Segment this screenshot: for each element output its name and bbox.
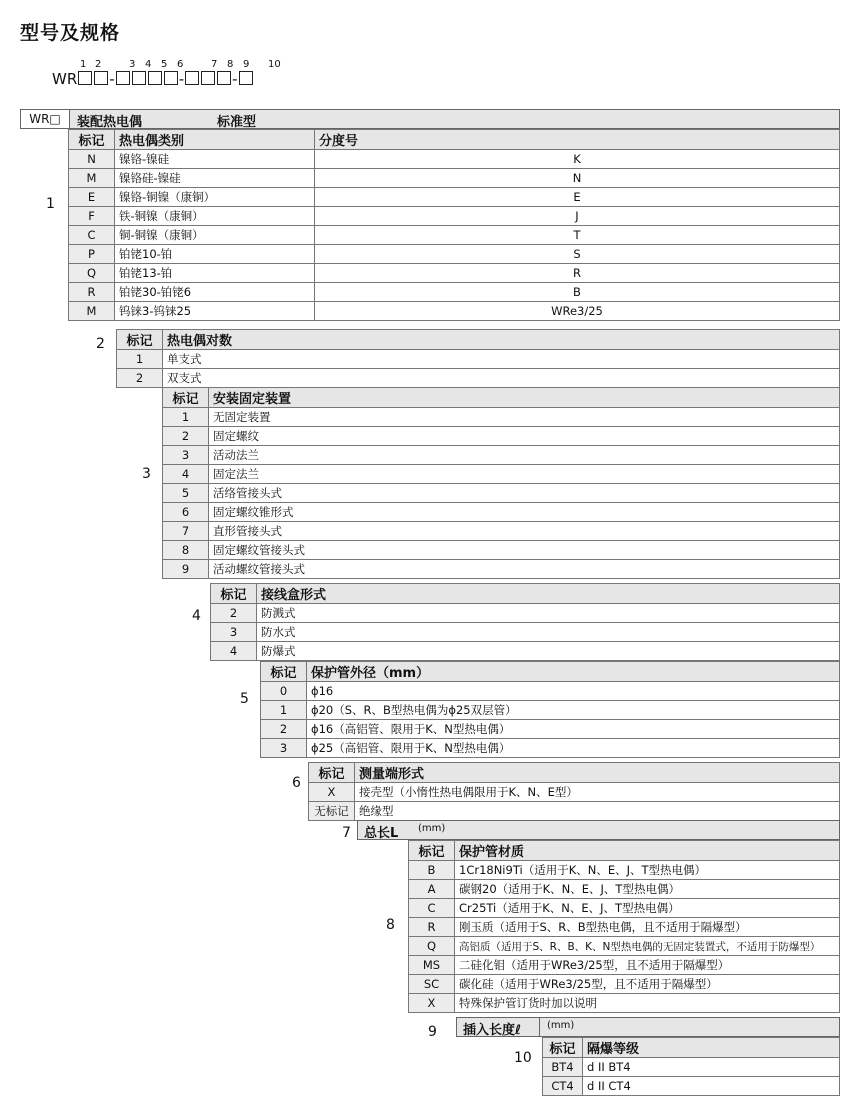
column-header: 热电偶对数 xyxy=(163,330,840,350)
column-header: 标记 xyxy=(409,841,455,861)
code-cell: CT4 xyxy=(543,1077,583,1096)
section-6-table xyxy=(308,762,840,821)
unit-label: (mm) xyxy=(418,823,446,834)
code-cell: 2 xyxy=(117,369,163,388)
value-cell: 固定螺纹锥形式 xyxy=(209,503,840,522)
value-cell: d II CT4 xyxy=(583,1077,840,1096)
value-cell: 铁-铜镍（康铜） xyxy=(115,207,315,226)
value-cell: 双支式 xyxy=(163,369,840,388)
section-5-table xyxy=(260,661,840,758)
section-3-table xyxy=(162,387,840,579)
table-row xyxy=(309,802,840,821)
code-num: 8 xyxy=(227,59,234,70)
section-number: 6 xyxy=(292,775,301,791)
section-number: 2 xyxy=(96,336,105,352)
header-type: 标准型 xyxy=(217,115,257,130)
unit-label: (mm) xyxy=(547,1020,575,1031)
value-cell: 固定法兰 xyxy=(209,465,840,484)
value-cell: 活络管接头式 xyxy=(209,484,840,503)
value-cell: 特殊保护管订货时加以说明 xyxy=(455,994,840,1013)
table-header-row xyxy=(543,1038,840,1058)
code-cell: 1 xyxy=(117,350,163,369)
section-9-header xyxy=(456,1017,840,1037)
code-cell: 8 xyxy=(163,541,209,560)
value-cell: 镍铬-镍硅 xyxy=(115,150,315,169)
column-header: 热电偶类别 xyxy=(115,130,315,150)
table-row xyxy=(409,975,840,994)
table-row xyxy=(69,302,840,321)
section-number: 9 xyxy=(428,1024,437,1040)
table-row xyxy=(117,369,840,388)
page-title: 型号及规格 xyxy=(20,22,121,44)
table-row xyxy=(261,682,840,701)
value-cell: R xyxy=(315,264,840,283)
table-row xyxy=(261,720,840,739)
code-cell: Q xyxy=(409,937,455,956)
table-row xyxy=(409,918,840,937)
column-header: 安装固定装置 xyxy=(209,388,840,408)
header-wr: WR□ xyxy=(21,110,70,128)
value-cell: 碳化硅（适用于WRe3/25型，且不适用于隔爆型） xyxy=(455,975,840,994)
table-row xyxy=(163,427,840,446)
code-cell: M xyxy=(69,302,115,321)
header-bar xyxy=(20,109,840,129)
code-cell: X xyxy=(409,994,455,1013)
value-cell: E xyxy=(315,188,840,207)
table-row xyxy=(163,484,840,503)
table-row xyxy=(69,188,840,207)
value-cell: 铂铑30-铂铑6 xyxy=(115,283,315,302)
value-cell: B xyxy=(315,283,840,302)
code-cell: R xyxy=(69,283,115,302)
code-cell: N xyxy=(69,150,115,169)
value-cell: 铂铑10-铂 xyxy=(115,245,315,264)
section-number: 7 xyxy=(342,825,351,841)
code-cell: 6 xyxy=(163,503,209,522)
section-number: 5 xyxy=(240,691,249,707)
section-number: 3 xyxy=(142,466,151,482)
table-row xyxy=(163,446,840,465)
table-row xyxy=(261,701,840,720)
table-row xyxy=(69,283,840,302)
value-cell: 固定螺纹 xyxy=(209,427,840,446)
code-cell: 3 xyxy=(261,739,307,758)
column-header: 保护管材质 xyxy=(455,841,840,861)
section-number: 8 xyxy=(386,917,395,933)
table-row xyxy=(163,408,840,427)
value-cell: 接壳型（小惰性热电偶限用于K、N、E型） xyxy=(355,783,840,802)
model-code: WR - - - xyxy=(52,70,254,88)
code-cell: 2 xyxy=(211,604,257,623)
code-num: 4 xyxy=(145,59,152,70)
section-title: 总长L xyxy=(364,826,399,841)
value-cell: WRe3/25 xyxy=(315,302,840,321)
column-header: 标记 xyxy=(69,130,115,150)
code-cell: 2 xyxy=(163,427,209,446)
value-cell: 铜-铜镍（康铜） xyxy=(115,226,315,245)
table-header-row xyxy=(261,662,840,682)
code-cell: 3 xyxy=(211,623,257,642)
code-cell: 5 xyxy=(163,484,209,503)
table-row xyxy=(163,541,840,560)
code-num: 7 xyxy=(211,59,218,70)
code-cell: 1 xyxy=(261,701,307,720)
value-cell: 刚玉质（适用于S、R、B型热电偶，且不适用于隔爆型） xyxy=(455,918,840,937)
value-cell: 活动螺纹管接头式 xyxy=(209,560,840,579)
value-cell: J xyxy=(315,207,840,226)
column-header: 测量端形式 xyxy=(355,763,840,783)
code-cell: 4 xyxy=(163,465,209,484)
table-row xyxy=(69,150,840,169)
code-num: 1 xyxy=(80,59,87,70)
value-cell: 1Cr18Ni9Ti（适用于K、N、E、J、T型热电偶） xyxy=(455,861,840,880)
column-header: 接线盒形式 xyxy=(257,584,840,604)
code-cell: C xyxy=(409,899,455,918)
table-row xyxy=(543,1058,840,1077)
code-cell: X xyxy=(309,783,355,802)
value-cell: 钨铼3-钨铼25 xyxy=(115,302,315,321)
column-header: 标记 xyxy=(211,584,257,604)
column-header: 标记 xyxy=(543,1038,583,1058)
value-cell: ϕ16（高铝管、限用于K、N型热电偶） xyxy=(307,720,840,739)
code-cell: 3 xyxy=(163,446,209,465)
code-num: 6 xyxy=(177,59,184,70)
table-header-row xyxy=(163,388,840,408)
table-row xyxy=(117,350,840,369)
value-cell: 直形管接头式 xyxy=(209,522,840,541)
value-cell: d II BT4 xyxy=(583,1058,840,1077)
value-cell: ϕ25（高铝管、限用于K、N型热电偶） xyxy=(307,739,840,758)
code-num: 5 xyxy=(161,59,168,70)
code-cell: 7 xyxy=(163,522,209,541)
table-row xyxy=(163,503,840,522)
column-header: 保护管外径（mm） xyxy=(307,662,840,682)
table-row xyxy=(69,226,840,245)
value-cell: Cr25Ti（适用于K、N、E、J、T型热电偶） xyxy=(455,899,840,918)
section-4-table xyxy=(210,583,840,661)
section-1-table xyxy=(68,129,840,321)
table-header-row xyxy=(211,584,840,604)
column-header: 标记 xyxy=(163,388,209,408)
value-cell: 高铝质（适用于S、R、B、K、N型热电偶的无固定装置式，不适用于防爆型） xyxy=(455,937,840,956)
section-number: 4 xyxy=(192,608,201,624)
value-cell: 活动法兰 xyxy=(209,446,840,465)
code-cell: R xyxy=(409,918,455,937)
value-cell: 铂铑13-铂 xyxy=(115,264,315,283)
header-name: 装配热电偶 xyxy=(77,115,143,130)
value-cell: T xyxy=(315,226,840,245)
value-cell: S xyxy=(315,245,840,264)
section-number: 1 xyxy=(46,196,55,212)
table-row xyxy=(309,783,840,802)
code-cell: B xyxy=(409,861,455,880)
value-cell: 镍铬硅-镍硅 xyxy=(115,169,315,188)
column-header: 标记 xyxy=(261,662,307,682)
code-cell: BT4 xyxy=(543,1058,583,1077)
column-header: 标记 xyxy=(309,763,355,783)
code-num: 9 xyxy=(243,59,250,70)
table-row xyxy=(163,465,840,484)
code-num: 2 xyxy=(95,59,102,70)
table-row xyxy=(211,623,840,642)
table-row xyxy=(409,994,840,1013)
value-cell: 镍铬-铜镍（康铜） xyxy=(115,188,315,207)
table-row xyxy=(211,642,840,661)
code-cell: 4 xyxy=(211,642,257,661)
value-cell: ϕ20（S、R、B型热电偶为ϕ25双层管） xyxy=(307,701,840,720)
code-cell: E xyxy=(69,188,115,207)
value-cell: K xyxy=(315,150,840,169)
value-cell: ϕ16 xyxy=(307,682,840,701)
value-cell: N xyxy=(315,169,840,188)
value-cell: 防溅式 xyxy=(257,604,840,623)
table-row xyxy=(409,861,840,880)
code-num: 10 xyxy=(268,59,281,70)
code-prefix: WR xyxy=(52,70,78,88)
code-num: 3 xyxy=(129,59,136,70)
code-cell: C xyxy=(69,226,115,245)
value-cell: 单支式 xyxy=(163,350,840,369)
table-row xyxy=(261,739,840,758)
value-cell: 固定螺纹管接头式 xyxy=(209,541,840,560)
table-row xyxy=(69,169,840,188)
table-row xyxy=(211,604,840,623)
column-header: 分度号 xyxy=(315,130,840,150)
code-cell: A xyxy=(409,880,455,899)
code-cell: M xyxy=(69,169,115,188)
code-cell: 1 xyxy=(163,408,209,427)
value-cell: 二硅化钼（适用于WRe3/25型，且不适用于隔爆型） xyxy=(455,956,840,975)
section-8-table xyxy=(408,840,840,1013)
table-header-row xyxy=(309,763,840,783)
code-cell: 2 xyxy=(261,720,307,739)
table-row xyxy=(69,207,840,226)
code-cell: P xyxy=(69,245,115,264)
table-row xyxy=(69,245,840,264)
section-10-table xyxy=(542,1037,840,1096)
table-row xyxy=(409,899,840,918)
column-header: 标记 xyxy=(117,330,163,350)
column-header: 隔爆等级 xyxy=(583,1038,840,1058)
table-header-row xyxy=(409,841,840,861)
table-row xyxy=(163,522,840,541)
code-cell: 无标记 xyxy=(309,802,355,821)
table-header-row xyxy=(117,330,840,350)
table-row xyxy=(409,956,840,975)
code-cell: MS xyxy=(409,956,455,975)
code-cell: 0 xyxy=(261,682,307,701)
value-cell: 碳钢20（适用于K、N、E、J、T型热电偶） xyxy=(455,880,840,899)
table-header-row xyxy=(69,130,840,150)
value-cell: 绝缘型 xyxy=(355,802,840,821)
table-row xyxy=(409,880,840,899)
code-cell: F xyxy=(69,207,115,226)
section-number: 10 xyxy=(514,1050,532,1066)
value-cell: 无固定装置 xyxy=(209,408,840,427)
section-7-header xyxy=(357,820,840,840)
value-cell: 防水式 xyxy=(257,623,840,642)
table-row xyxy=(163,560,840,579)
section-2-table xyxy=(116,329,840,388)
section-title: 插入长度ℓ xyxy=(463,1023,522,1038)
table-row xyxy=(543,1077,840,1096)
code-cell: SC xyxy=(409,975,455,994)
table-row xyxy=(409,937,840,956)
code-cell: 9 xyxy=(163,560,209,579)
table-row xyxy=(69,264,840,283)
code-cell: Q xyxy=(69,264,115,283)
value-cell: 防爆式 xyxy=(257,642,840,661)
